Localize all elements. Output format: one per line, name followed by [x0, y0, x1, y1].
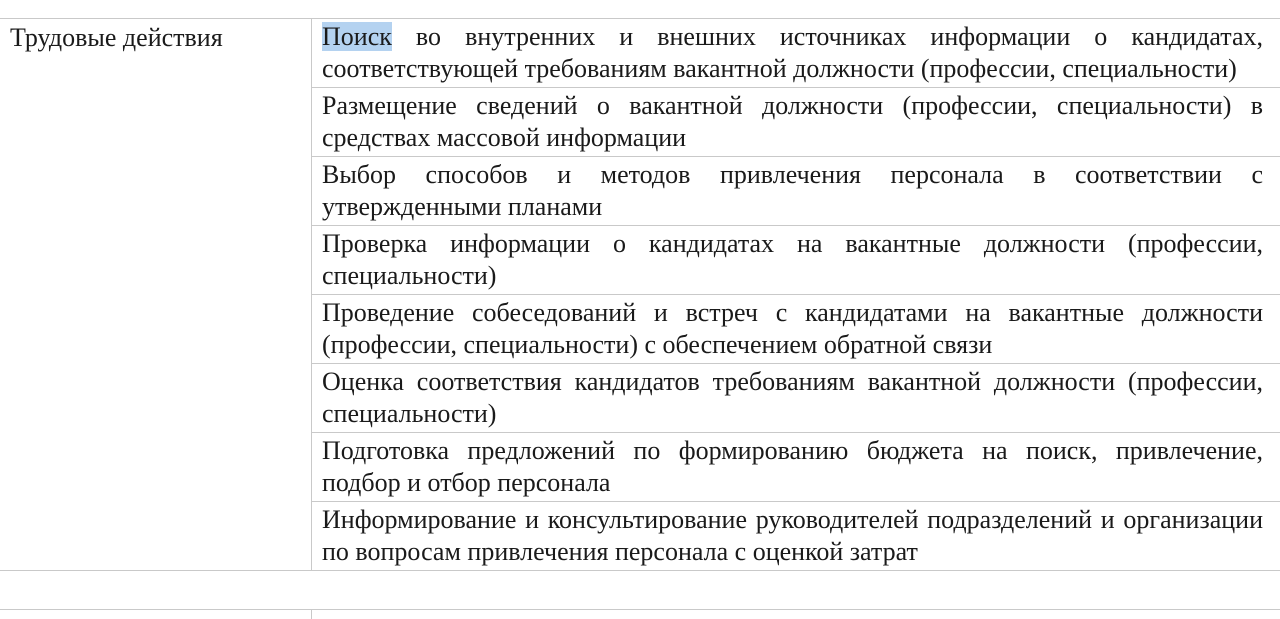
action-cell[interactable]: [312, 88, 1280, 157]
action-text: Размещение сведений о вакантной должности (профессии, специальности) в средствах массовой информации: [312, 88, 1280, 156]
action-text: Оценка соответствия кандидатов требованиям вакантной должности (профессии, специальности): [312, 364, 1280, 432]
action-text: Подготовка предложений по формированию бюджета на поиск, привлечение, подбор и отбор персонала: [312, 433, 1280, 501]
table-row: [0, 19, 1280, 88]
action-text: Выбор способов и методов привлечения персонала в соответствии с утвержденными планами: [312, 157, 1280, 225]
action-cell[interactable]: [312, 502, 1280, 571]
action-cell[interactable]: [312, 157, 1280, 226]
labor-actions-table: [0, 18, 1280, 571]
action-text: Проведение собеседований и встреч с кандидатами на вакантные должности (профессии, специальности) с обеспечением обратной связи: [312, 295, 1280, 363]
action-text: Информирование и консультирование руководителей подразделений и организации по вопросам привлечения персонала с оценкой затрат: [312, 502, 1280, 570]
action-cell[interactable]: [312, 364, 1280, 433]
action-cell[interactable]: [312, 226, 1280, 295]
row-header-cell[interactable]: [0, 19, 312, 571]
action-text: [312, 19, 1280, 87]
action-text-rest: во внутренних и внешних источниках информации о кандидатах, соответствующей требованиям вакантной должности (профессии, специальности): [322, 22, 1263, 83]
row-header-label: Трудовые действия: [0, 19, 311, 54]
action-text: Проверка информации о кандидатах на вакантные должности (профессии, специальности): [312, 226, 1280, 294]
action-cell[interactable]: [312, 19, 1280, 88]
action-cell[interactable]: [312, 433, 1280, 502]
selected-text[interactable]: Поиск: [322, 22, 392, 51]
action-cell[interactable]: [312, 295, 1280, 364]
